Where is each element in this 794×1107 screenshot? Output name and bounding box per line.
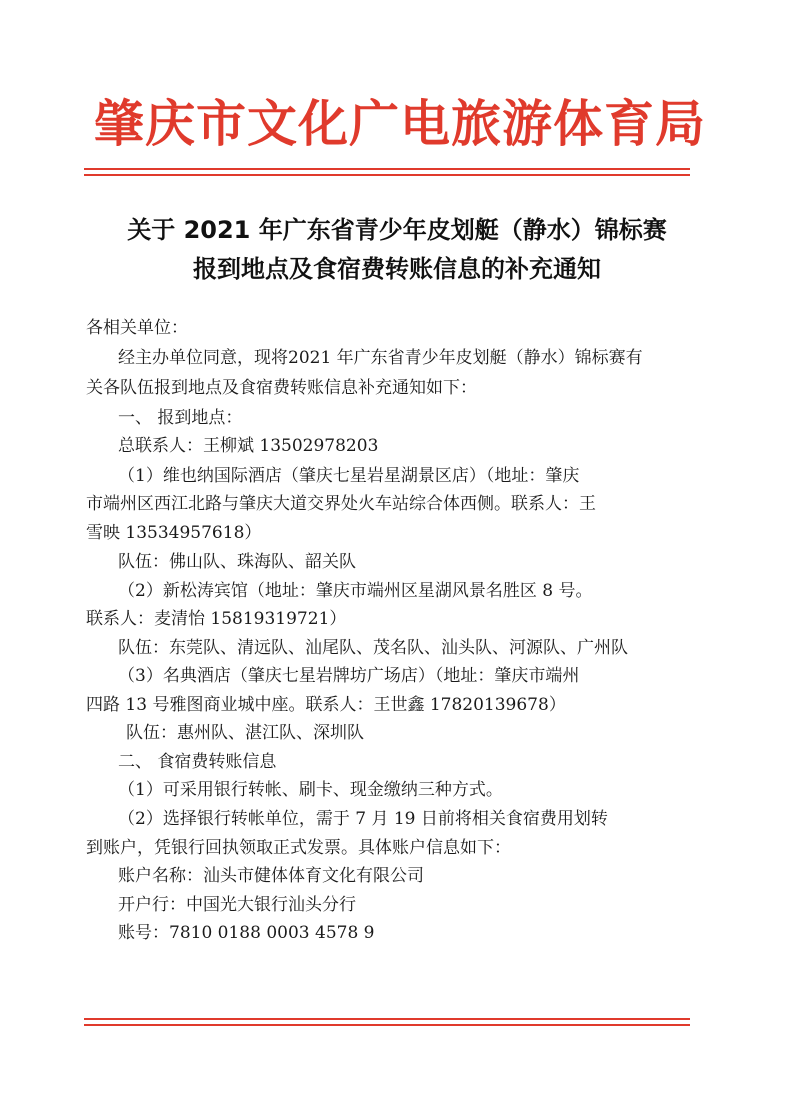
account-name: 账户名称：汕头市健体体育文化有限公司 xyxy=(118,866,424,886)
intro-line2: 关各队伍报到地点及食宿费转账信息补充通知如下： xyxy=(86,378,477,398)
doc-title-line2: 报到地点及食宿费转账信息的补充通知 xyxy=(193,255,601,283)
hotel3-line1: （3）名典酒店（肇庆七星岩牌坊广场店）（地址：肇庆市端州 xyxy=(118,666,580,686)
letterhead-rule-top xyxy=(84,168,690,170)
hotel1-line2: 市端州区西江北路与肇庆大道交界处火车站综合体西侧。联系人：王 xyxy=(86,494,596,514)
payment-option2-line1: （2）选择银行转帐单位，需于 7 月 19 日前将相关食宿费用划转 xyxy=(118,809,608,829)
doc-title-line1: 关于 2021 年广东省青少年皮划艇（静水）锦标赛 xyxy=(127,216,667,244)
intro-line1: 经主办单位同意，现将2021 年广东省青少年皮划艇（静水）锦标赛有 xyxy=(118,348,643,368)
payment-option2-line2: 到账户，凭银行回执领取正式发票。具体账户信息如下： xyxy=(86,838,511,858)
hotel1-line1: （1）维也纳国际酒店（肇庆七星岩星湖景区店）（地址：肇庆 xyxy=(118,466,580,486)
hotel1-teams: 队伍：佛山队、珠海队、韶关队 xyxy=(118,552,356,572)
salutation: 各相关单位： xyxy=(86,318,188,338)
payment-option1: （1）可采用银行转帐、刷卡、现金缴纳三种方式。 xyxy=(118,780,503,800)
footer-rule-top xyxy=(84,1018,690,1020)
hotel3-line2: 四路 13 号雅图商业城中座。联系人：王世鑫 17820139678） xyxy=(86,695,566,715)
account-number: 账号：7810 0188 0003 4578 9 xyxy=(118,923,375,943)
hotel2-teams: 队伍：东莞队、清远队、汕尾队、茂名队、汕头队、河源队、广州队 xyxy=(118,638,628,658)
letterhead-title: 肇庆市文化广电旅游体育局 xyxy=(94,94,706,153)
hotel1-line3: 雪映 13534957618） xyxy=(86,523,262,543)
bank-name: 开户行：中国光大银行汕头分行 xyxy=(118,895,356,915)
section2-heading: 二、 食宿费转账信息 xyxy=(118,752,277,772)
hotel3-teams: 队伍：惠州队、湛江队、深圳队 xyxy=(126,723,364,743)
section1-heading: 一、 报到地点： xyxy=(118,408,243,428)
general-contact: 总联系人：王柳斌 13502978203 xyxy=(118,436,379,456)
hotel2-line2: 联系人：麦清怡 15819319721） xyxy=(86,609,347,629)
footer-rule-bottom xyxy=(84,1024,690,1026)
hotel2-line1: （2）新松涛宾馆（地址：肇庆市端州区星湖风景名胜区 8 号。 xyxy=(118,581,593,601)
letterhead-rule-bottom xyxy=(84,174,690,176)
